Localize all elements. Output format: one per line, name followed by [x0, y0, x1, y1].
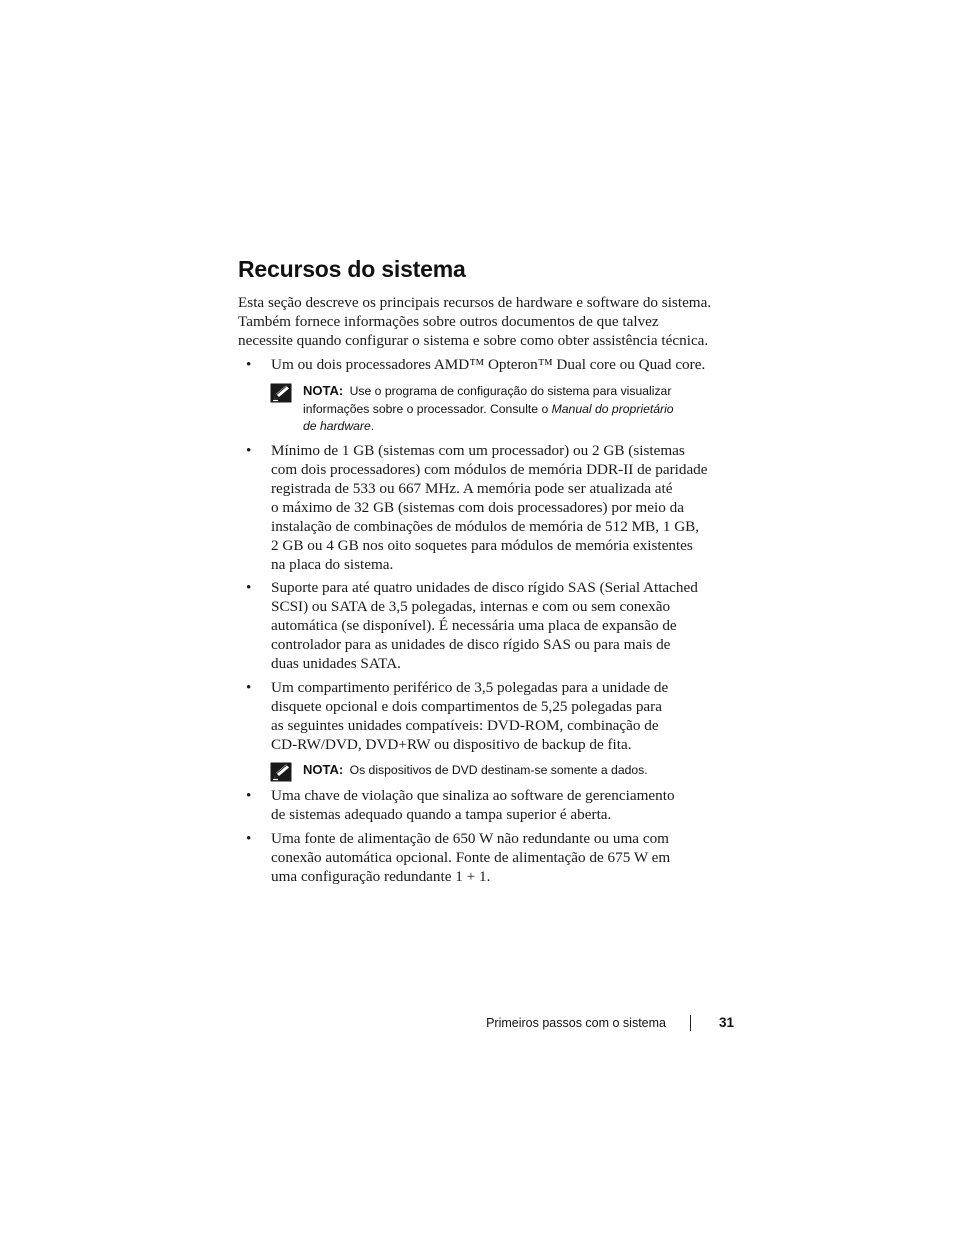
list-item-line: Um ou dois processadores AMD™ Opteron™ Dual core ou Quad core.	[271, 356, 706, 373]
page-number: 31	[719, 1015, 735, 1030]
list-item-line: registrada de 533 ou 667 MHz. A memória pode ser atualizada até	[271, 480, 673, 497]
list-item-line: de sistemas adequado quando a tampa superior é aberta.	[271, 806, 612, 823]
note-text: Os dispositivos de DVD destinam-se somente a dados.	[349, 763, 648, 777]
intro-line: necessite quando configurar o sistema e sobre como obter assistência técnica.	[238, 332, 709, 349]
list-item-line: automática (se disponível). É necessária uma placa de expansão de	[271, 617, 677, 634]
list-item-line: Uma chave de violação que sinaliza ao software de gerenciamento	[271, 787, 675, 804]
list-item-line: CD-RW/DVD, DVD+RW ou dispositivo de backup de fita.	[271, 736, 632, 753]
list-item-line: na placa do sistema.	[271, 556, 394, 573]
list-item-line: uma configuração redundante 1 + 1.	[271, 868, 491, 885]
bullet-symbol: •	[246, 830, 252, 847]
list-item-line: duas unidades SATA.	[271, 655, 401, 672]
intro-line: Também fornece informações sobre outros documentos de que talvez	[238, 313, 659, 330]
manual-reference: Manual do proprietário	[551, 401, 674, 416]
bullet-symbol: •	[246, 579, 252, 596]
bullet-symbol: •	[246, 356, 252, 373]
bullet-symbol: •	[246, 787, 252, 804]
list-item-line: 2 GB ou 4 GB nos oito soquetes para módulos de memória existentes	[271, 537, 693, 554]
footer-divider	[690, 1015, 691, 1031]
list-item-line: as seguintes unidades compatíveis: DVD-ROM, combinação de	[271, 717, 659, 734]
list-item-line: Uma fonte de alimentação de 650 W não redundante ou uma com	[271, 830, 669, 847]
page-title: Recursos do sistema	[238, 256, 466, 282]
footer-section-title: Primeiros passos com o sistema	[486, 1016, 666, 1030]
manual-reference: de hardware	[303, 419, 371, 433]
note-label: NOTA:	[303, 383, 344, 398]
list-item-line: disquete opcional e dois compartimentos de 5,25 polegadas para	[271, 698, 662, 715]
note-text: .	[370, 419, 375, 433]
intro-line: Esta seção descreve os principais recursos de hardware e software do sistema.	[238, 294, 712, 311]
list-item-line: instalação de combinações de módulos de memória de 512 MB, 1 GB,	[271, 518, 700, 535]
bullet-symbol: •	[246, 679, 252, 696]
list-item-line: controlador para as unidades de disco rígido SAS ou para mais de	[271, 636, 671, 653]
note-text: Use o programa de configuração do sistema para visualizar	[349, 384, 672, 398]
list-item-line: Mínimo de 1 GB (sistemas com um processador) ou 2 GB (sistemas	[271, 442, 685, 459]
note-text: informações sobre o processador. Consulte o	[303, 401, 552, 416]
note-label: NOTA:	[303, 762, 344, 777]
list-item-line: conexão automática opcional. Fonte de alimentação de 675 W em	[271, 849, 671, 866]
list-item-line: Suporte para até quatro unidades de disco rígido SAS (Serial Attached	[271, 579, 698, 596]
intro-paragraph	[238, 293, 743, 350]
note-pencil-icon	[270, 762, 294, 782]
list-item-line: o máximo de 32 GB (sistemas com dois processadores) por meio da	[271, 499, 684, 516]
note-pencil-icon	[270, 383, 294, 403]
list-item-line: SCSI) ou SATA de 3,5 polegadas, internas e com ou sem conexão	[271, 598, 671, 615]
list-item-line: com dois processadores) com módulos de memória DDR-II de paridade	[271, 461, 708, 478]
bullet-symbol: •	[246, 442, 252, 459]
list-item-line: Um compartimento periférico de 3,5 polegadas para a unidade de	[271, 679, 669, 696]
